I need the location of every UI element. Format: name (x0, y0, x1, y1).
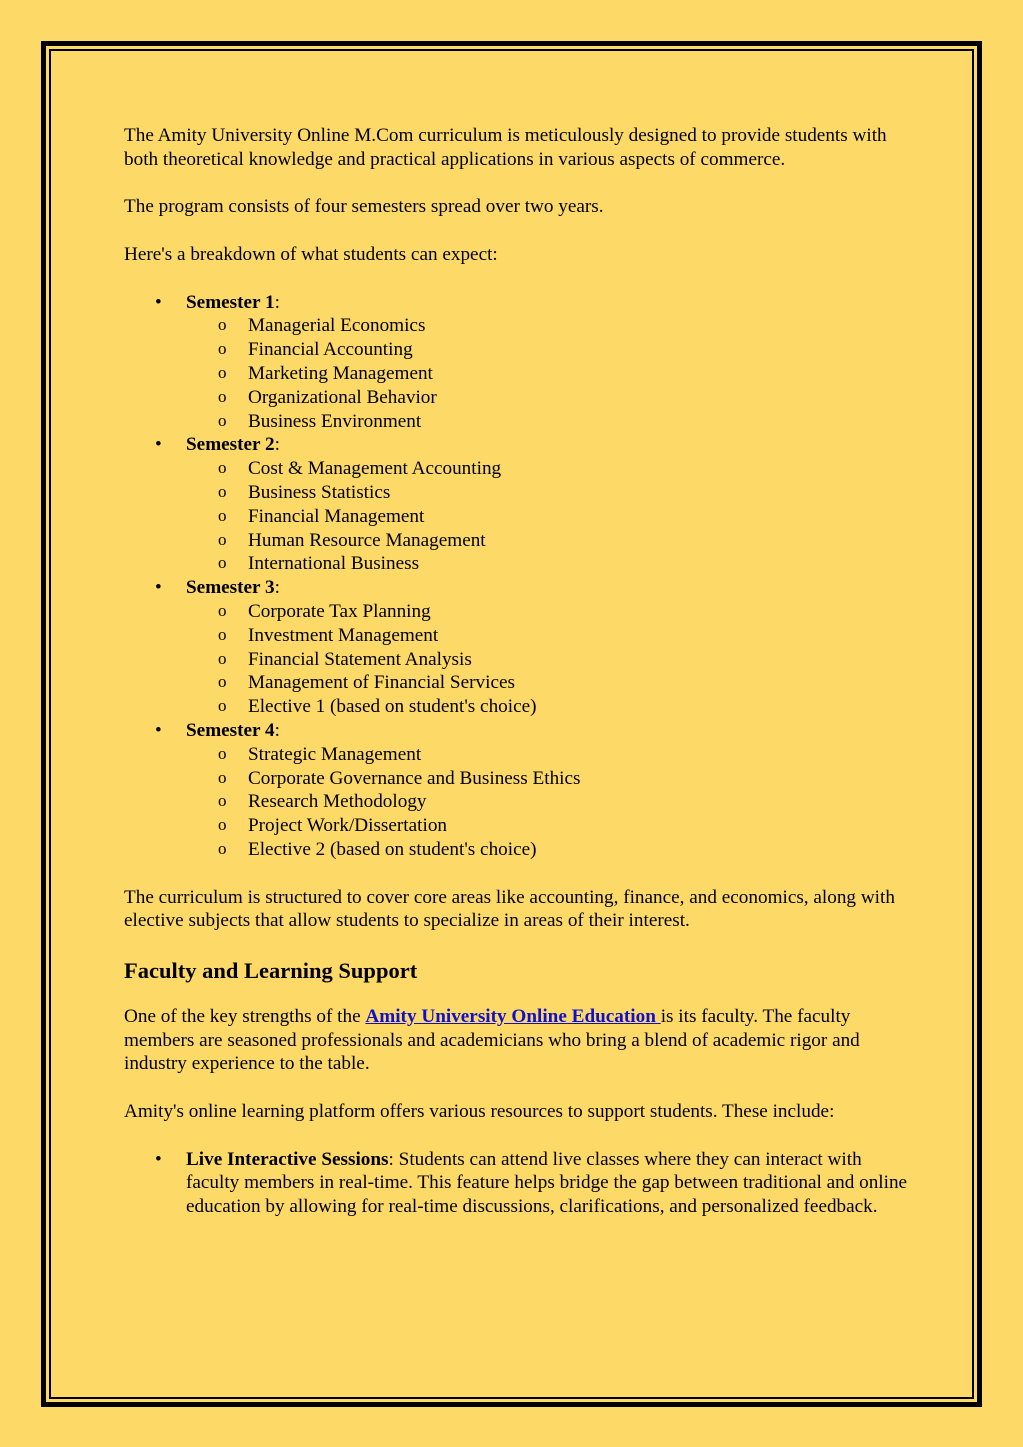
semester-item: • Semester 2: o Cost & Management Accounting o Business Statistics o Financial Management o Human Resource Management o International Business (124, 433, 914, 576)
amity-online-education-link[interactable]: Amity University Online Education (365, 1005, 661, 1027)
circle-bullet-icon: o (218, 838, 227, 858)
circle-bullet-icon: o (218, 672, 227, 692)
circle-bullet-icon: o (218, 648, 227, 668)
faculty-heading: Faculty and Learning Support (124, 957, 418, 983)
bullet-icon: • (155, 434, 162, 456)
course-item: o Elective 2 (based on student's choice) (218, 838, 537, 860)
semester-item: • Semester 1: o Managerial Economics o Financial Accounting o Marketing Management o Organizational Behavior o Business Environment (124, 291, 914, 434)
course-item: o Management of Financial Services (218, 672, 515, 694)
course-item: o Financial Accounting (218, 339, 413, 361)
course-item: o International Business (218, 553, 420, 575)
circle-bullet-icon: o (218, 505, 227, 525)
resource-description: : Students can attend live classes where they can interact with faculty members in real-time. This feature helps bridge the gap between traditional and online education by allowing for real-time discussions, clarifications, and personalized feedback. (186, 1148, 908, 1218)
course-item: o Strategic Management (218, 743, 422, 765)
document-body (124, 124, 914, 1243)
circle-bullet-icon: o (218, 410, 227, 430)
circle-bullet-icon: o (218, 743, 227, 763)
course-item: o Financial Management (218, 505, 425, 527)
semester-item: • Semester 3: o Corporate Tax Planning o Investment Management o Financial Statement Analysis o Management of Financial Services o Elective 1 (based on student's choice) (124, 576, 914, 719)
course-item: o Elective 1 (based on student's choice) (218, 696, 537, 718)
course-item: o Research Methodology (218, 791, 427, 813)
circle-bullet-icon: o (218, 624, 227, 644)
course-item: o Corporate Tax Planning (218, 600, 431, 622)
course-item: o Business Environment (218, 410, 422, 432)
bullet-icon: • (155, 1148, 162, 1170)
breakdown-intro-paragraph: Here's a breakdown of what students can expect: (124, 243, 498, 265)
circle-bullet-icon: o (218, 791, 227, 811)
circle-bullet-icon: o (218, 696, 227, 716)
resource-item (124, 1148, 914, 1219)
platform-paragraph: Amity's online learning platform offers various resources to support students. These include: (124, 1101, 835, 1123)
course-item: o Business Statistics (218, 481, 391, 503)
semester-label: Semester 2 (186, 434, 275, 456)
course-item: o Cost & Management Accounting (218, 458, 502, 480)
faculty-paragraph: One of the key strengths of the Amity University Online Education is its faculty. The faculty members are seasoned professionals and academicians who bring a blend of academic rigor and industry experience to the table. (124, 1005, 860, 1075)
circle-bullet-icon: o (218, 315, 227, 335)
semester-item: • Semester 4: o Strategic Management o Corporate Governance and Business Ethics o Research Methodology o Project Work/Dissertation o Elective 2 (based on student's choice) (124, 719, 914, 862)
course-item: o Marketing Management (218, 362, 433, 384)
circle-bullet-icon: o (218, 458, 227, 478)
course-list (186, 743, 914, 862)
curriculum-note-paragraph: The curriculum is structured to cover core areas like accounting, finance, and economics, along with elective subjects that allow students to specialize in areas of their interest. (124, 886, 895, 932)
bullet-icon: • (155, 577, 162, 599)
circle-bullet-icon: o (218, 553, 227, 573)
circle-bullet-icon: o (218, 481, 227, 501)
circle-bullet-icon: o (218, 362, 227, 382)
bullet-icon: • (155, 719, 162, 741)
course-item: o Project Work/Dissertation (218, 815, 448, 837)
course-item: o Organizational Behavior (218, 386, 437, 408)
program-length-paragraph: The program consists of four semesters spread over two years. (124, 196, 604, 218)
circle-bullet-icon: o (218, 767, 227, 787)
resource-label: Live Interactive Sessions (186, 1148, 389, 1170)
course-list (186, 314, 914, 433)
semester-label: Semester 4 (186, 719, 275, 741)
circle-bullet-icon: o (218, 529, 227, 549)
circle-bullet-icon: o (218, 339, 227, 359)
circle-bullet-icon: o (218, 386, 227, 406)
semester-list (124, 291, 914, 862)
course-item: o Managerial Economics (218, 315, 426, 337)
course-item: o Investment Management (218, 624, 439, 646)
resource-list (124, 1148, 914, 1219)
bullet-icon: • (155, 291, 162, 313)
semester-label: Semester 3 (186, 577, 275, 599)
course-item: o Financial Statement Analysis (218, 648, 472, 670)
intro-paragraph: The Amity University Online M.Com curriculum is meticulously designed to provide students with both theoretical knowledge and practical applications in various aspects of commerce. (124, 125, 887, 170)
circle-bullet-icon: o (218, 815, 227, 835)
course-item: o Corporate Governance and Business Ethics (218, 767, 581, 789)
course-item: o Human Resource Management (218, 529, 486, 551)
semester-label: Semester 1 (186, 291, 275, 313)
circle-bullet-icon: o (218, 600, 227, 620)
course-list (186, 457, 914, 576)
course-list (186, 600, 914, 719)
